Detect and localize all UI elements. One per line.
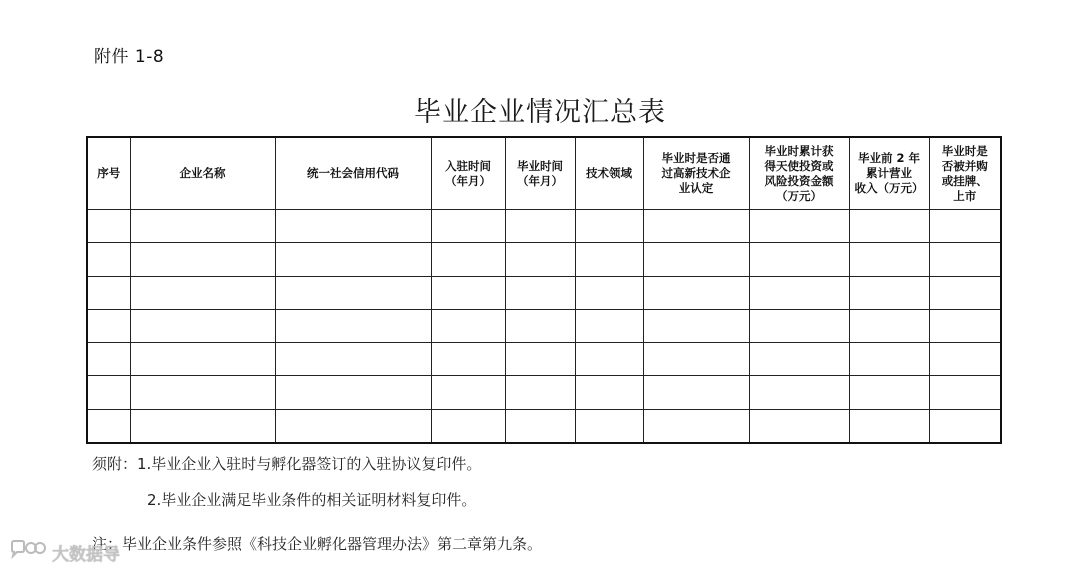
watermark-text: 大数据导 (52, 544, 120, 565)
column-header: 入驻时间 （年月） (431, 137, 505, 210)
table-cell[interactable] (929, 243, 1001, 276)
table-row (87, 309, 1001, 342)
table-cell[interactable] (849, 409, 929, 443)
table-cell[interactable] (849, 309, 929, 342)
table-cell[interactable] (275, 409, 431, 443)
table-cell[interactable] (849, 276, 929, 309)
table-cell[interactable] (929, 210, 1001, 243)
table-cell[interactable] (87, 276, 130, 309)
attachment-label: 附件 1-8 (94, 47, 165, 67)
column-header: 毕业时是 否被并购 或挂牌、 上市 (929, 137, 1001, 210)
table-cell[interactable] (431, 276, 505, 309)
table-cell[interactable] (505, 210, 575, 243)
note-attachment-1: 须附：1.毕业企业入驻时与孵化器签订的入驻协议复印件。 (92, 455, 482, 473)
table-cell[interactable] (431, 309, 505, 342)
table-cell[interactable] (275, 309, 431, 342)
table-cell[interactable] (505, 376, 575, 409)
table-cell[interactable] (749, 409, 849, 443)
table-cell[interactable] (643, 309, 749, 342)
table-cell[interactable] (130, 276, 275, 309)
table-cell[interactable] (849, 210, 929, 243)
table-cell[interactable] (749, 243, 849, 276)
table-cell[interactable] (849, 343, 929, 376)
table-cell[interactable] (643, 376, 749, 409)
table-cell[interactable] (575, 276, 643, 309)
table-cell[interactable] (130, 343, 275, 376)
table-cell[interactable] (575, 409, 643, 443)
table-cell[interactable] (643, 210, 749, 243)
table-cell[interactable] (431, 376, 505, 409)
table-cell[interactable] (929, 409, 1001, 443)
column-header: 统一社会信用代码 (275, 137, 431, 210)
table-cell[interactable] (275, 276, 431, 309)
table-cell[interactable] (505, 343, 575, 376)
table-cell[interactable] (431, 343, 505, 376)
page-title: 毕业企业情况汇总表 (414, 97, 666, 128)
table-row (87, 343, 1001, 376)
table-header-row (87, 137, 1001, 210)
column-header: 毕业时间 （年月） (505, 137, 575, 210)
table-body (87, 210, 1001, 444)
table-cell[interactable] (130, 409, 275, 443)
table-row (87, 409, 1001, 443)
table-cell[interactable] (275, 343, 431, 376)
table-row (87, 276, 1001, 309)
table-cell[interactable] (749, 343, 849, 376)
table-cell[interactable] (749, 210, 849, 243)
table-cell[interactable] (87, 309, 130, 342)
table-cell[interactable] (643, 343, 749, 376)
table-cell[interactable] (130, 309, 275, 342)
table-cell[interactable] (575, 309, 643, 342)
column-header: 序号 (87, 137, 130, 210)
table-cell[interactable] (130, 210, 275, 243)
table-cell[interactable] (849, 243, 929, 276)
table-cell[interactable] (749, 309, 849, 342)
column-header: 企业名称 (130, 137, 275, 210)
table-cell[interactable] (929, 276, 1001, 309)
table-cell[interactable] (929, 309, 1001, 342)
table-cell[interactable] (431, 210, 505, 243)
table-cell[interactable] (87, 343, 130, 376)
table-cell[interactable] (505, 409, 575, 443)
table-cell[interactable] (575, 376, 643, 409)
table-cell[interactable] (643, 276, 749, 309)
table-cell[interactable] (275, 243, 431, 276)
column-header: 技术领域 (575, 137, 643, 210)
table-cell[interactable] (643, 409, 749, 443)
summary-table (86, 136, 1002, 444)
table-cell[interactable] (87, 376, 130, 409)
table-cell[interactable] (275, 210, 431, 243)
table-cell[interactable] (130, 376, 275, 409)
table-cell[interactable] (87, 210, 130, 243)
table-cell[interactable] (575, 210, 643, 243)
table-cell[interactable] (87, 243, 130, 276)
table-cell[interactable] (929, 343, 1001, 376)
table-row (87, 210, 1001, 243)
table-cell[interactable] (929, 376, 1001, 409)
note-attachment-2: 2.毕业企业满足毕业条件的相关证明材料复印件。 (147, 491, 477, 509)
table-cell[interactable] (431, 409, 505, 443)
table-row (87, 376, 1001, 409)
column-header: 毕业前 2 年 累计营业 收入（万元） (849, 137, 929, 210)
column-header: 毕业时是否通 过高新技术企 业认定 (643, 137, 749, 210)
table-cell[interactable] (505, 276, 575, 309)
table-row (87, 243, 1001, 276)
column-header: 毕业时累计获 得天使投资或 风险投资金额 （万元） (749, 137, 849, 210)
table-cell[interactable] (749, 376, 849, 409)
note-remark: 注：毕业企业条件参照《科技企业孵化器管理办法》第二章第九条。 (92, 535, 543, 553)
table-cell[interactable] (505, 309, 575, 342)
speech-bubble-logo-icon (8, 539, 52, 566)
table-cell[interactable] (505, 243, 575, 276)
table-cell[interactable] (130, 243, 275, 276)
table-cell[interactable] (275, 376, 431, 409)
table-cell[interactable] (575, 343, 643, 376)
table-cell[interactable] (431, 243, 505, 276)
table-cell[interactable] (749, 276, 849, 309)
watermark (8, 538, 120, 566)
table-cell[interactable] (87, 409, 130, 443)
table-cell[interactable] (643, 243, 749, 276)
table-cell[interactable] (575, 243, 643, 276)
table-cell[interactable] (849, 376, 929, 409)
